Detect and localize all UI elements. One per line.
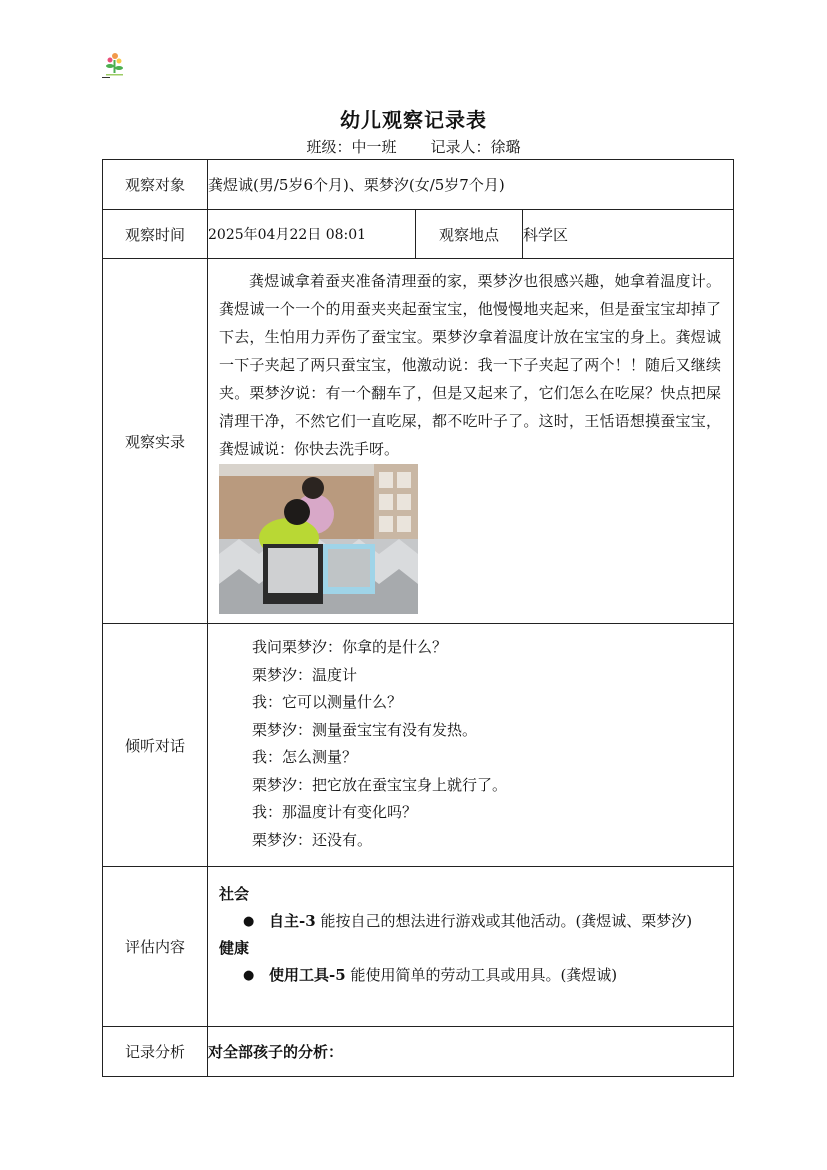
analysis-value: 对全部孩子的分析：	[208, 1027, 734, 1077]
record-cell	[208, 259, 734, 624]
dialogue-cell	[208, 624, 734, 867]
assessment-code: 使用工具-5	[269, 966, 346, 984]
dialogue-line: 栗梦汐：温度计	[252, 665, 358, 684]
place-value: 科学区	[523, 210, 734, 259]
recorder-label: 记录人：徐璐	[430, 138, 521, 156]
dialogue-line: 栗梦汐：测量蚕宝宝有没有发热。	[252, 720, 478, 739]
observation-table	[102, 159, 734, 1077]
kindergarten-logo	[102, 50, 126, 80]
subtitle	[0, 136, 827, 157]
time-value: 2025年04月22日 08:01	[208, 210, 416, 259]
record-row	[103, 259, 734, 624]
dialogue-line: 栗梦汐：还没有。	[252, 830, 373, 849]
record-text: 龚煜诚拿着蚕夹准备清理蚕的家，栗梦汐也很感兴趣，她拿着温度计。龚煜诚一个一个的用蚕夹夹起蚕宝宝，他慢慢地夹起来，但是蚕宝宝却掉了下去，生怕用力弄伤了蚕宝宝。栗梦汐拿着温度计放在宝宝的身上。龚煜诚一下子夹起了两只蚕宝宝，他激动说：我一下子夹起了两个！！随后又继续夹。栗梦汐说：有一个翻车了，但是又起来了，它们怎么在吃屎？快点把屎清理干净，不然它们一直吃屎，都不吃叶子了。这时，王恬语想摸蚕宝宝，龚煜诚说：你快去洗手呀。	[219, 272, 721, 458]
assessment-cell	[208, 867, 734, 1027]
assessment-text: 能使用简单的劳动工具或用具。(龚煜诚)	[345, 966, 618, 984]
observation-photo	[219, 464, 418, 614]
dialogue-line: 栗梦汐：把它放在蚕宝宝身上就行了。	[252, 775, 508, 794]
subject-label: 观察对象	[103, 160, 208, 210]
dialogue-line: 我：怎么测量？	[252, 748, 358, 766]
bullet-icon: ●	[243, 968, 255, 983]
subject-value: 龚煜诚(男/5岁6个月)、栗梦汐(女/5岁7个月)	[208, 160, 734, 210]
dialogue-row	[103, 624, 734, 867]
assessment-code: 自主-3	[269, 912, 316, 930]
assessment-text: 能按自己的想法进行游戏或其他活动。(龚煜诚、栗梦汐)	[315, 912, 693, 930]
assessment-category-health: 健康	[219, 939, 250, 957]
assessment-label: 评估内容	[103, 867, 208, 1027]
time-label: 观察时间	[103, 210, 208, 259]
subject-row	[103, 160, 734, 210]
record-label: 观察实录	[103, 259, 208, 624]
class-label: 班级：中一班	[306, 138, 397, 156]
dialogue-line: 我：它可以测量什么？	[252, 693, 403, 711]
dialogue-line: 我问栗梦汐：你拿的是什么？	[252, 638, 448, 656]
assessment-content	[208, 867, 733, 999]
page-title: 幼儿观察记录表	[340, 108, 487, 132]
dialogue-line: 我：那温度计有变化吗？	[252, 803, 418, 821]
assessment-item	[219, 962, 721, 989]
time-row	[103, 210, 734, 259]
place-label: 观察地点	[416, 210, 523, 259]
bullet-icon: ●	[243, 914, 255, 929]
dialogue-label: 倾听对话	[103, 624, 208, 867]
analysis-label: 记录分析	[103, 1027, 208, 1077]
dialogue-lines	[208, 624, 733, 854]
logo-underline	[102, 77, 110, 78]
analysis-row	[103, 1027, 734, 1077]
assessment-row	[103, 867, 734, 1027]
assessment-category-social: 社会	[219, 885, 250, 903]
assessment-item	[219, 908, 721, 935]
